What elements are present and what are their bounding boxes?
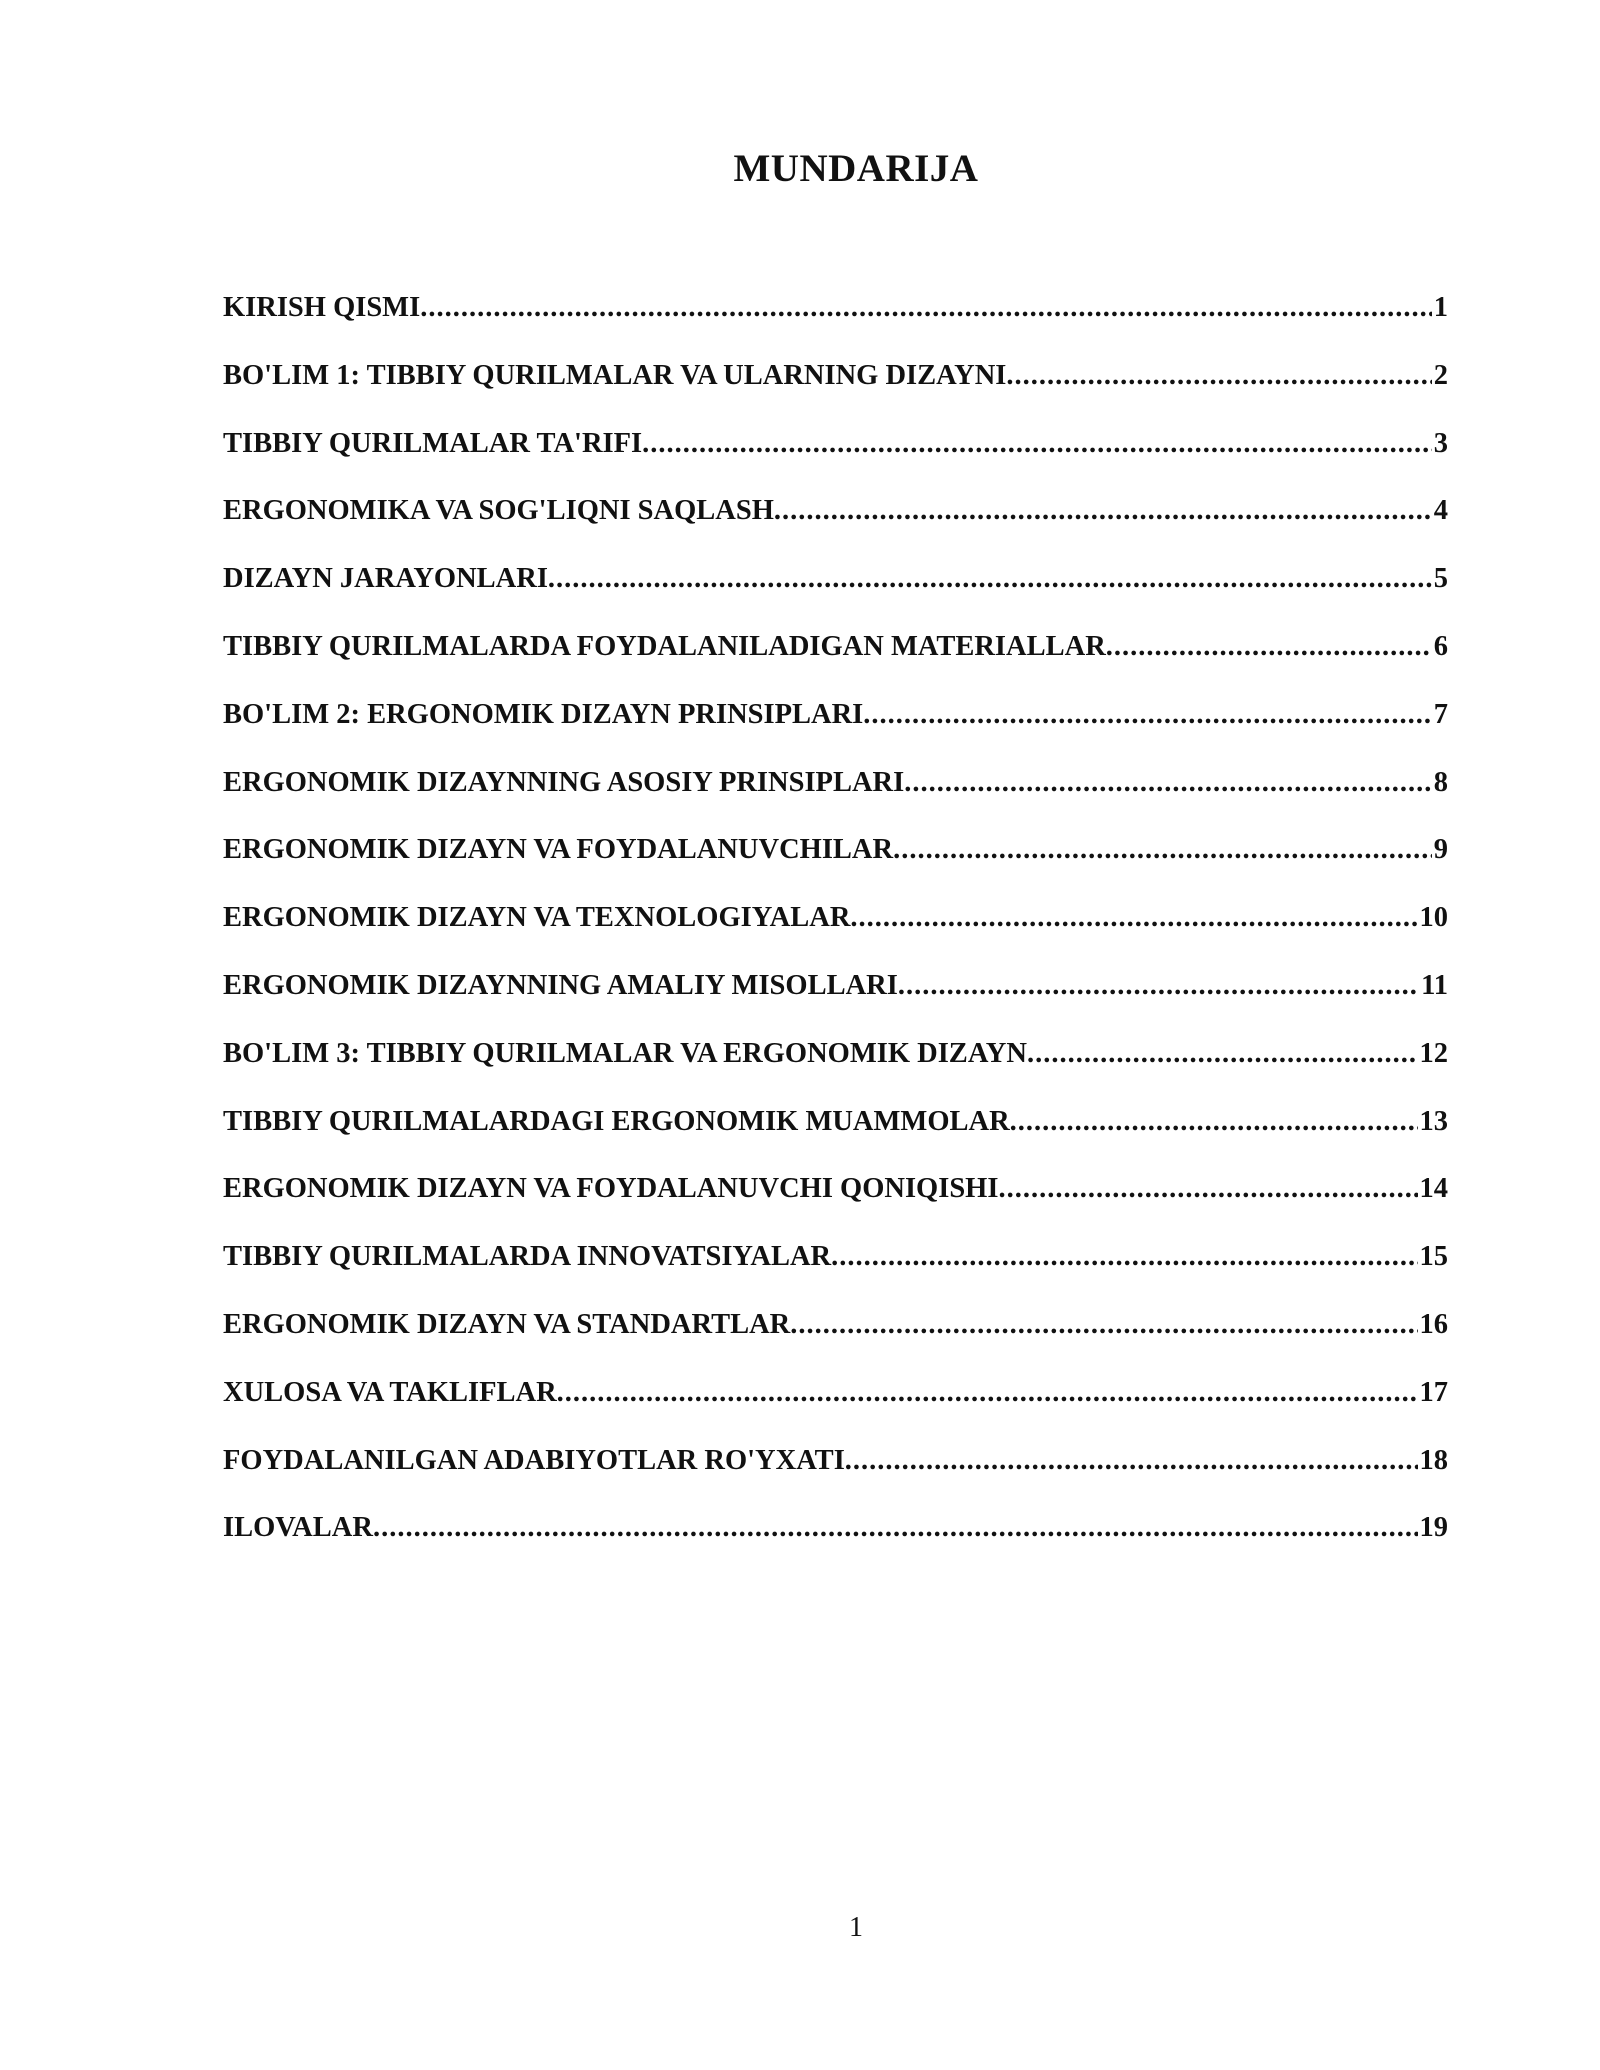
toc-entry-label: TIBBIY QURILMALAR TA'RIFI	[223, 427, 643, 459]
toc-entry-label: BO'LIM 3: TIBBIY QURILMALAR VA ERGONOMIK DIZAYN	[223, 1037, 1027, 1069]
toc-dot-leader	[642, 428, 1432, 460]
toc-entry-label: FOYDALANILGAN ADABIYOTLAR RO'YXATI	[223, 1444, 845, 1476]
toc-dot-leader	[1027, 1038, 1418, 1070]
toc-dot-leader	[845, 1445, 1418, 1477]
toc-entry-label: TIBBIY QURILMALARDAGI ERGONOMIK MUAMMOLAR	[223, 1105, 1010, 1137]
toc-entry-label: TIBBIY QURILMALARDA INNOVATSIYALAR	[223, 1241, 832, 1273]
toc-entry-page: 10	[1419, 902, 1448, 934]
toc-entry[interactable]	[223, 970, 1448, 1038]
toc-entry-label: BO'LIM 1: TIBBIY QURILMALAR VA ULARNING DIZAYNI	[223, 359, 1007, 391]
toc-entry[interactable]	[223, 1377, 1448, 1445]
toc-entry-label: DIZAYN JARAYONLARI	[223, 563, 548, 595]
toc-entry-page: 9	[1433, 834, 1448, 866]
page-number: 1	[849, 1912, 863, 1943]
toc-entry-label: ERGONOMIK DIZAYN VA FOYDALANUVCHILAR	[223, 834, 894, 866]
toc-entry-page: 16	[1419, 1308, 1448, 1340]
table-of-contents	[223, 292, 1448, 1580]
toc-entry-label: KIRISH QISMI	[223, 292, 421, 323]
toc-entry-page: 19	[1419, 1512, 1448, 1544]
toc-entry-page: 7	[1433, 698, 1448, 730]
toc-entry-page: 17	[1419, 1376, 1448, 1408]
toc-entry[interactable]	[223, 767, 1448, 835]
toc-entry-label: ILOVALAR	[223, 1512, 373, 1544]
toc-dot-leader	[904, 767, 1432, 799]
toc-dot-leader	[548, 563, 1432, 595]
toc-entry[interactable]	[223, 1241, 1448, 1309]
toc-entry[interactable]	[223, 292, 1448, 360]
toc-entry[interactable]	[223, 428, 1448, 496]
toc-entry-label: XULOSA VA TAKLIFLAR	[223, 1376, 557, 1408]
toc-entry-page: 18	[1419, 1444, 1448, 1476]
toc-entry[interactable]	[223, 699, 1448, 767]
toc-entry-page: 15	[1419, 1241, 1448, 1273]
toc-entry-label: TIBBIY QURILMALARDA FOYDALANILADIGAN MATERIALLAR	[223, 630, 1106, 662]
toc-entry-label: ERGONOMIKA VA SOG'LIQNI SAQLASH	[223, 495, 774, 527]
toc-dot-leader	[831, 1241, 1417, 1273]
toc-entry[interactable]	[223, 631, 1448, 699]
toc-entry[interactable]	[223, 495, 1448, 563]
toc-entry[interactable]	[223, 1309, 1448, 1377]
toc-entry[interactable]	[223, 563, 1448, 631]
toc-dot-leader	[420, 292, 1432, 324]
toc-dot-leader	[1006, 360, 1431, 392]
toc-entry[interactable]	[223, 902, 1448, 970]
toc-entry-page: 6	[1433, 630, 1448, 662]
toc-entry[interactable]	[223, 1038, 1448, 1106]
toc-dot-leader	[1010, 1106, 1418, 1138]
toc-dot-leader	[790, 1309, 1417, 1341]
toc-entry-page: 3	[1433, 427, 1448, 459]
toc-dot-leader	[557, 1377, 1418, 1409]
toc-entry-page: 14	[1419, 1173, 1448, 1205]
toc-entry-page: 1	[1433, 292, 1448, 323]
toc-entry-label: ERGONOMIK DIZAYNNING ASOSIY PRINSIPLARI	[223, 766, 905, 798]
toc-dot-leader	[850, 902, 1417, 934]
toc-entry[interactable]	[223, 1512, 1448, 1580]
toc-entry-label: BO'LIM 2: ERGONOMIK DIZAYN PRINSIPLARI	[223, 698, 864, 730]
toc-entry-page: 13	[1419, 1105, 1448, 1137]
toc-entry-page: 4	[1433, 495, 1448, 527]
toc-dot-leader	[893, 834, 1432, 866]
toc-entry[interactable]	[223, 1445, 1448, 1513]
toc-entry-page: 5	[1433, 563, 1448, 595]
toc-dot-leader	[774, 495, 1432, 527]
toc-dot-leader	[898, 970, 1419, 1002]
toc-entry-page: 2	[1433, 359, 1448, 391]
toc-entry-label: ERGONOMIK DIZAYN VA STANDARTLAR	[223, 1308, 791, 1340]
toc-entry-page: 8	[1433, 766, 1448, 798]
toc-dot-leader	[1106, 631, 1432, 663]
toc-entry-label: ERGONOMIK DIZAYNNING AMALIY MISOLLARI	[223, 969, 898, 1001]
toc-dot-leader	[863, 699, 1431, 731]
toc-entry-label: ERGONOMIK DIZAYN VA TEXNOLOGIYALAR	[223, 902, 851, 934]
toc-entry-page: 12	[1419, 1037, 1448, 1069]
toc-entry-page: 11	[1421, 969, 1448, 1001]
toc-dot-leader	[998, 1173, 1417, 1205]
toc-entry[interactable]	[223, 1173, 1448, 1241]
toc-entry[interactable]	[223, 834, 1448, 902]
toc-dot-leader	[373, 1512, 1418, 1544]
toc-entry-label: ERGONOMIK DIZAYN VA FOYDALANUVCHI QONIQISHI	[223, 1173, 999, 1205]
toc-entry[interactable]	[223, 360, 1448, 428]
page-title: MUNDARIJA	[733, 147, 979, 190]
toc-entry[interactable]	[223, 1106, 1448, 1174]
